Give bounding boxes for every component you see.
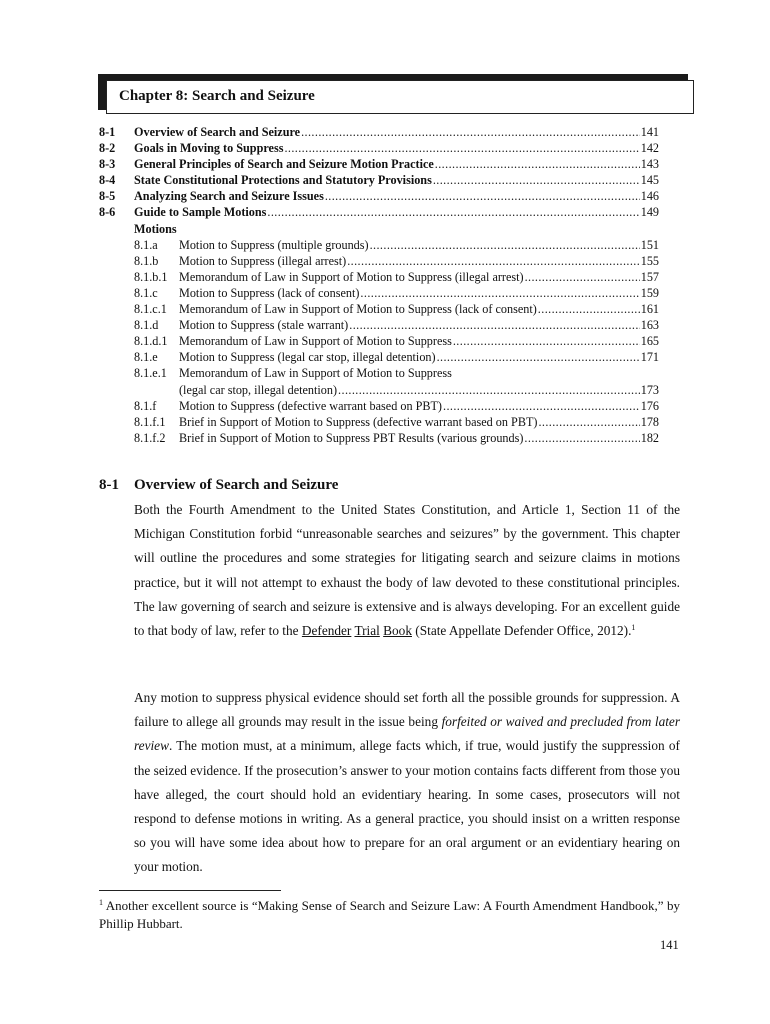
- toc-num: 8.1.b.1: [134, 269, 168, 284]
- paragraph-text: Both the Fourth Amendment to the United States Constitution, and Article 1, Section 11 of the Michigan Constitution forbid “unreasonable searches and seizures” by the government. This chapter will outline the procedures and some strategies for litigating search and seizure claims in motions practice, but it will not attempt to exhaust the body of law devoted to these constitutional principles. The law governing of search and seizure is extensive and is always developing. For an excellent guide to that body of law, refer to the: [134, 502, 680, 639]
- toc-title: Memorandum of Law in Support of Motion to Suppress (lack of consent): [179, 302, 537, 317]
- toc-title: Motion to Suppress (legal car stop, illegal detention): [179, 350, 436, 365]
- toc-page: 165: [640, 334, 659, 349]
- toc-leader: [525, 269, 640, 285]
- toc-leader: [538, 414, 639, 430]
- toc-num: 8-5: [99, 189, 116, 204]
- toc-page: 182: [640, 430, 659, 445]
- body-paragraph: [134, 686, 680, 880]
- toc-num: 8-6: [99, 205, 116, 220]
- toc-page: 163: [640, 318, 659, 333]
- toc-page: 145: [640, 173, 659, 188]
- toc-row[interactable]: [99, 365, 659, 381]
- toc-title: Goals in Moving to Suppress: [134, 141, 284, 156]
- footnote-divider: [99, 890, 281, 891]
- toc-page: 149: [640, 205, 659, 220]
- paragraph-text: (State Appellate Defender Office, 2012).: [411, 623, 632, 639]
- toc-num: 8.1.d: [134, 318, 159, 333]
- toc-num: 8-4: [99, 173, 116, 188]
- toc-page: 146: [640, 189, 659, 204]
- toc-page: 178: [640, 414, 659, 429]
- toc-leader: [349, 317, 639, 333]
- toc-row[interactable]: [99, 253, 659, 269]
- toc-row[interactable]: [99, 285, 659, 301]
- toc-row[interactable]: [99, 204, 659, 220]
- toc-row[interactable]: [99, 398, 659, 414]
- toc-leader: [538, 301, 640, 317]
- emphasized-text: forfeited or waived and precluded from later review: [134, 714, 680, 754]
- book-title-word: Defender: [301, 623, 352, 639]
- toc-row[interactable]: [99, 269, 659, 285]
- toc-title-continued: (legal car stop, illegal detention): [179, 382, 338, 397]
- toc-num: 8-2: [99, 141, 116, 156]
- toc-title: Brief in Support of Motion to Suppress PBT Results (various grounds): [179, 430, 524, 445]
- toc-row[interactable]: [99, 188, 659, 204]
- toc-leader: [443, 398, 640, 414]
- toc-num: 8.1.c: [134, 285, 158, 300]
- body-paragraph: [134, 498, 680, 643]
- toc-leader: [435, 156, 640, 172]
- toc-row[interactable]: [99, 237, 659, 253]
- toc-page: 171: [640, 350, 659, 365]
- toc-title: Motion to Suppress (stale warrant): [179, 318, 349, 333]
- toc-page: 151: [640, 237, 659, 252]
- toc-leader: [370, 237, 640, 253]
- toc-title: Motion to Suppress (defective warrant based on PBT): [179, 398, 442, 413]
- toc-page: 157: [640, 269, 659, 284]
- toc-title: Motion to Suppress (illegal arrest): [179, 253, 347, 268]
- toc-num: 8.1.d.1: [134, 334, 168, 349]
- toc-leader: [267, 204, 639, 220]
- section-heading: Overview of Search and Seizure: [134, 477, 339, 493]
- section-number: 8-1: [99, 477, 119, 493]
- table-of-contents: [99, 124, 659, 446]
- paragraph-text: . The motion must, at a minimum, allege facts which, if true, would justify the suppression of the seized evidence. If the prosecution’s answer to your motion contains facts different from those you have alleged, the court should hold an evidentiary hearing. In some cases, prosecutors will not respond to defense motions in writing. As a general practice, you should insist on a written response so you will have some idea about how to prepare for an oral argument or an evidentiary hearing on your motion.: [134, 738, 680, 875]
- toc-title: General Principles of Search and Seizure Motion Practice: [134, 157, 434, 172]
- toc-title: Memorandum of Law in Support of Motion to Suppress: [179, 366, 452, 381]
- toc-leader: [338, 382, 640, 398]
- toc-leader: [301, 124, 640, 140]
- toc-num: 8.1.f: [134, 398, 157, 413]
- toc-row[interactable]: [99, 333, 659, 349]
- toc-page: 142: [640, 141, 659, 156]
- toc-title: Motion to Suppress (lack of consent): [179, 285, 360, 300]
- toc-num: 8.1.f.1: [134, 414, 166, 429]
- toc-page: 141: [640, 125, 659, 139]
- toc-leader: [347, 253, 640, 269]
- page-number: 141: [660, 938, 679, 952]
- toc-page: 161: [640, 302, 659, 317]
- toc-num: 8.1.e.1: [134, 366, 167, 381]
- book-title-word: Book: [383, 623, 412, 639]
- toc-title: State Constitutional Protections and Statutory Provisions: [134, 173, 432, 188]
- toc-page: 176: [640, 398, 659, 413]
- toc-page: 173: [640, 382, 659, 397]
- toc-leader: [360, 285, 639, 301]
- toc-page: 143: [640, 157, 659, 172]
- toc-motions-heading-row: [99, 221, 659, 237]
- toc-leader: [437, 349, 640, 365]
- toc-num: 8-3: [99, 157, 116, 172]
- toc-leader: [453, 333, 640, 349]
- toc-leader: [284, 140, 639, 156]
- toc-row[interactable]: [99, 140, 659, 156]
- toc-row[interactable]: [99, 349, 659, 365]
- toc-motions-heading: Motions: [134, 221, 177, 236]
- paragraph-text: Any motion to suppress physical evidence should set forth all the possible grounds for suppression. A failure to allege all grounds may result in the issue being: [134, 690, 680, 730]
- toc-title: Memorandum of Law in Support of Motion to Suppress: [179, 334, 452, 349]
- toc-title: Brief in Support of Motion to Suppress (defective warrant based on PBT): [179, 414, 538, 429]
- toc-row[interactable]: [99, 430, 659, 446]
- chapter-title: Chapter 8: Search and Seizure: [119, 88, 315, 104]
- toc-row[interactable]: [99, 172, 659, 188]
- toc-title: Memorandum of Law in Support of Motion to Suppress (illegal arrest): [179, 269, 524, 284]
- toc-row-continued[interactable]: [99, 382, 659, 398]
- chapter-header-box: [106, 80, 694, 114]
- toc-row[interactable]: [99, 124, 659, 140]
- footnote-number: 1: [99, 898, 103, 907]
- toc-page: 155: [640, 253, 659, 268]
- toc-row[interactable]: [99, 317, 659, 333]
- toc-title: Analyzing Search and Seizure Issues: [134, 189, 324, 204]
- toc-row[interactable]: [99, 301, 659, 317]
- toc-num: 8.1.a: [134, 237, 158, 252]
- toc-num: 8-1: [99, 125, 116, 139]
- toc-num: 8.1.c.1: [134, 302, 167, 317]
- toc-title: Motion to Suppress (multiple grounds): [179, 237, 369, 252]
- book-title-word: Trial: [354, 623, 380, 639]
- toc-num: 8.1.f.2: [134, 430, 166, 445]
- toc-leader: [325, 188, 640, 204]
- toc-leader: [524, 430, 639, 446]
- footnote: [99, 897, 680, 933]
- toc-leader: [433, 172, 640, 188]
- toc-num: 8.1.b: [134, 253, 159, 268]
- footnote-reference[interactable]: 1: [631, 623, 636, 633]
- toc-num: 8.1.e: [134, 350, 158, 365]
- toc-row[interactable]: [99, 414, 659, 430]
- toc-title: Overview of Search and Seizure: [134, 125, 301, 139]
- footnote-text: Another excellent source is “Making Sense of Search and Seizure Law: A Fourth Amendment Handbook,” by Phillip Hubbart.: [99, 898, 680, 931]
- toc-page: 159: [640, 285, 659, 300]
- toc-title: Guide to Sample Motions: [134, 205, 267, 220]
- toc-row[interactable]: [99, 156, 659, 172]
